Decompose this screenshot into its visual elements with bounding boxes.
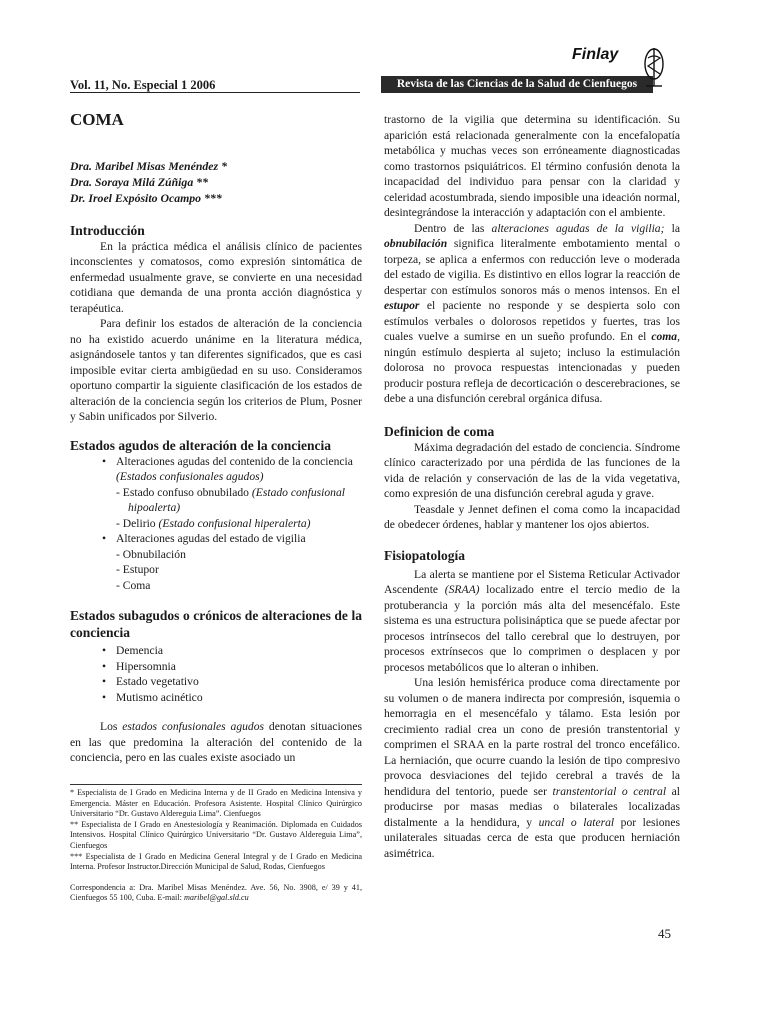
intro-paragraph-1: En la práctica médica el análisis clínico de pacientes inconscientes y comatosos, como expresión sintomática de enfermedad usualmente grave, se convierte en una necesidad cotidiana que demanda de una pronta acción diagnóstica y terapéutica.: [70, 239, 362, 315]
list-item: • Estado vegetativo: [70, 674, 362, 690]
subacute-states-list: [70, 643, 362, 705]
page-number: 45: [658, 926, 671, 941]
right-paragraph-2: Dentro de las alteraciones agudas de la vigilia; la obnubilación significa literalmente embotamiento mental o torpeza, se aplica a enfermos con reducción leve o moderada del estado de vigilia. Es distintivo en ellos lograr la reacción de despertar con estímulos sonoros más o menos intensos. En el estupor el paciente no responde y se despierta solo con estímulos verbales o dolorosos repetidos y fuertes, tras los cuales vuelve a sumirse en un sueño profundo. En el coma, ningún estímulo despierta al sujeto; incluso la estimulación dolorosa no provoca respuestas intencionadas y pueden producir postura refleja de decorticación o descerebraciones, se debe a una disfunción cerebral orgánica difusa.: [384, 221, 681, 405]
list-item: - Obnubilación: [116, 547, 186, 561]
subacute-states-heading: Estados subagudos o crónicos de alteraciones de la conciencia: [70, 608, 362, 640]
finlay-logo-icon: [640, 44, 670, 95]
footnote-divider: [70, 784, 362, 785]
footnote-2: ** Especialista de I Grado en Anestesiología y Reanimación. Diplomada en Cuidados Intensivos. Hospital Clínico Quirúrgico Universitario “Dr. Gustavo Aldereguia Lima”, Cienfuegos: [70, 819, 362, 850]
list-item: • Alteraciones agudas del contenido de la conciencia: [70, 454, 362, 470]
footnote-3: *** Especialista de I Grado en Medicina General Integral y de I Grado en Medicina Interna. Profesor Instructor.Dirección Municipal de Salud, Rodas, Cienfuegos: [70, 851, 362, 872]
correspondence: Correspondencia a: Dra. Maribel Misas Menéndez. Ave. 56, No. 3908, e/ 39 y 41, Cienfuegos 55 100, Cuba. E-mail: maribel@gal.sld.cu: [70, 882, 362, 903]
left-column: [70, 112, 362, 766]
footnote-1: * Especialista de I Grado en Medicina Interna y de II Grado en Medicina Intensiva y Emergencia. Máster en Educación. Profesora Asistente. Hospital Clínico Quirúrgico Universitario “Dr. Gustavo Aldereguia Lima”. Cienfuegos: [70, 788, 362, 819]
right-paragraph-1: trastorno de la vigilia que determina su identificación. Su aparición está relacionada generalmente con la encefalopatía metabólica y muchas veces son erróneamente diagnosticadas como trastornos psiquiátricos. El término confusión denota la incapacidad del individuo para pensar con la claridad y celeridad acostumbrada, siendo imposible una ideación normal, desintegrándose la interacción y adaptación con el ambiente.: [384, 113, 680, 219]
intro-paragraph-2: Para definir los estados de alteración de la conciencia no ha existido acuerdo unánime en la literatura médica, asignándosele tantos y tan diferentes significados, que es casi imposible evitar cierta ambigüedad en su uso. Consideramos oportuno compartir la siguiente clasificación de los estados de alteración de la conciencia según los criterios de Plum, Posner y Sabin unificados por Silverio.: [70, 317, 362, 423]
author-1: Dra. Maribel Misas Menéndez *: [70, 158, 227, 173]
list-item: hipoalerta): [128, 501, 181, 514]
definition-paragraph-1: Máxima degradación del estado de conciencia. Síndrome clínico caracterizado por una pérdida de las funciones de la vida de relación y conservación de las de la vida vegetativa, como expresión de una disfunción cerebral aguda y grave.: [384, 440, 680, 500]
right-column: [384, 112, 680, 861]
footnotes: [70, 788, 362, 904]
definition-paragraph-2: Teasdale y Jennet definen el coma como la incapacidad de obedecer órdenes, hablar y mantener los ojos abiertos.: [384, 502, 680, 531]
confusional-paragraph: Los estados confusionales agudos denotan situaciones en las que predomina la alteración del contenido de la conciencia, pero en las cuales existe asociado un: [70, 720, 362, 764]
journal-header: Revista de las Ciencias de la Salud de Cienfuegos: [381, 76, 653, 93]
list-item: • Hipersomnia: [70, 659, 362, 675]
physiopathology-paragraph-2: Una lesión hemisférica produce coma directamente por su volumen o de manera indirecta por compresión, isquemia o hemorragia en el mesencéfalo y tálamo. Esta lesión por crecimiento radial crea un cono de presión transtentorial y comprimen el SRAA en la parte rostral del tronco encefálico. La herniación, que ocurre cuando la lesión de tipo compresivo provoca desviaciones del tejido cerebral a través de la hendidura del tentorio, puede ser transtentorial o central al producirse por masas medias o bilaterales localizadas distalmente a la hendidura, y uncal o lateral por lesiones unilaterales situadas cerca de esta que producen herniación asimétrica.: [384, 676, 680, 860]
article-title: COMA: [70, 110, 124, 129]
acute-states-list: [70, 454, 362, 594]
list-item: - Delirio (Estado confusional hiperalerta): [116, 516, 311, 530]
email-link[interactable]: maribel@gal.sld.cu: [183, 893, 249, 903]
list-item: • Mutismo acinético: [70, 690, 362, 706]
physiopathology-paragraph-1: La alerta se mantiene por el Sistema Reticular Activador Ascendente (SRAA) localizado entre el tercio medio de la protuberancia y la porción más alta del mesencéfalo. Este sistema es una estructura polisináptica que se puede afectar por procesos intrínsecos del tallo cerebral que lo destruyen, por procesos extrínsecos que lo comprimen o desplacen y por procesos metabólicos que lo alteran o inhiben.: [384, 567, 680, 674]
list-item: - Estupor: [116, 563, 159, 576]
intro-heading: Introducción: [70, 222, 145, 238]
list-item: • Alteraciones agudas del estado de vigilia: [70, 531, 362, 547]
volume-header: Vol. 11, No. Especial 1 2006: [70, 76, 360, 93]
author-3: Dr. Iroel Expósito Ocampo ***: [70, 190, 222, 205]
finlay-logo-text: Finlay: [572, 46, 619, 63]
author-list: [70, 158, 362, 206]
physiopathology-heading: Fisiopatología: [384, 547, 466, 563]
author-2: Dra. Soraya Milá Zúñiga **: [70, 174, 208, 189]
definition-heading: Definicion de coma: [384, 423, 495, 439]
list-item: (Estados confusionales agudos): [116, 470, 264, 483]
list-item: • Demencia: [70, 643, 362, 659]
list-item: - Estado confuso obnubilado (Estado confusional: [116, 485, 345, 499]
acute-states-heading: Estados agudos de alteración de la conciencia: [70, 437, 332, 453]
list-item: - Coma: [116, 578, 151, 592]
